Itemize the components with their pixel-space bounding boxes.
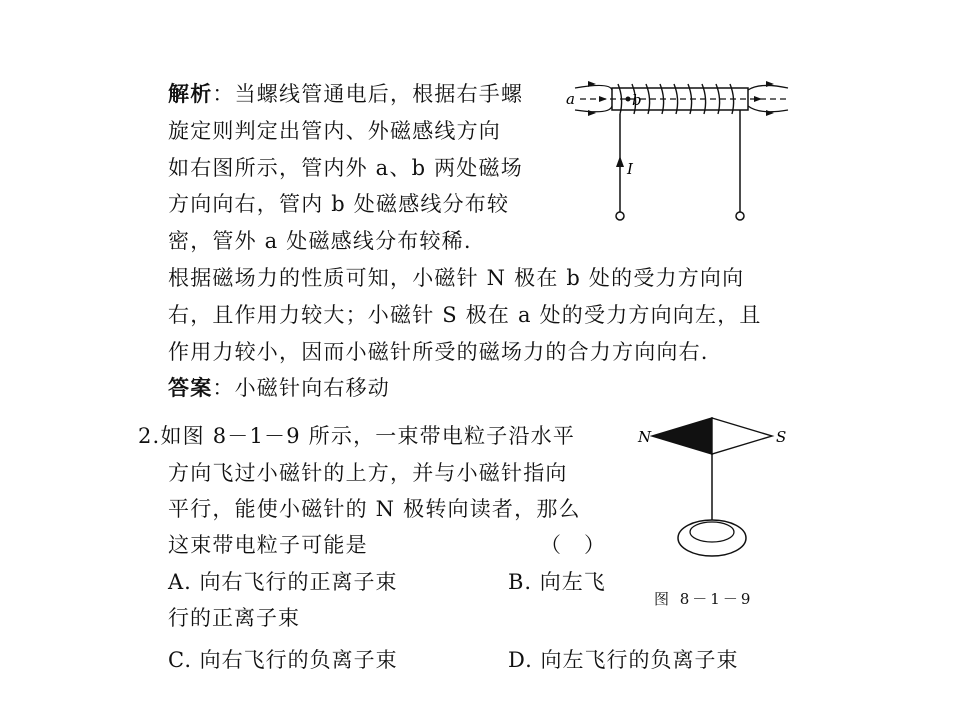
answer-blank: （ ） bbox=[540, 533, 606, 557]
analysis-line-7: 右，且作用力较大；小磁针 S 极在 a 处的受力方向向左，且 bbox=[168, 303, 762, 327]
option-c[interactable]: C. 向右飞行的负离子束 bbox=[168, 648, 398, 672]
question-text-1: 如图 8－1－9 所示，一束带电粒子沿水平 bbox=[160, 424, 576, 448]
analysis-line-1 bbox=[168, 79, 523, 109]
question-line-2: 方向飞过小磁针的上方，并与小磁针指向 bbox=[168, 461, 568, 485]
label-a: a bbox=[566, 90, 575, 108]
answer-label: 答案 bbox=[168, 375, 213, 400]
question-line-1 bbox=[138, 421, 575, 451]
compass-needle-figure bbox=[636, 412, 796, 572]
analysis-line-4: 方向向右，管内 b 处磁感线分布较 bbox=[168, 192, 510, 216]
answer-text: ：小磁针向右移动 bbox=[212, 376, 391, 400]
needle-south-half bbox=[712, 418, 772, 454]
option-a[interactable]: A. 向右飞行的正离子束 bbox=[168, 570, 398, 594]
option-b[interactable]: B. 向左飞 bbox=[508, 570, 606, 594]
label-n: N bbox=[638, 428, 652, 446]
analysis-line-5: 密，管外 a 处磁感线分布较稀. bbox=[168, 229, 472, 253]
label-s: S bbox=[776, 428, 787, 446]
analysis-line-8: 作用力较小，因而小磁针所受的磁场力的合力方向向右. bbox=[168, 340, 709, 364]
label-current: I bbox=[627, 160, 633, 178]
option-d[interactable]: D. 向左飞行的负离子束 bbox=[508, 648, 739, 672]
question-text-4: 这束带电粒子可能是 bbox=[168, 533, 368, 557]
analysis-line-3: 如右图所示，管内外 a、b 两处磁场 bbox=[168, 156, 523, 180]
answer-line bbox=[168, 373, 390, 403]
analysis-line-6: 根据磁场力的性质可知，小磁针 N 极在 b 处的受力方向向 bbox=[168, 266, 745, 290]
analysis-label: 解析 bbox=[168, 81, 213, 106]
option-b-continued[interactable]: 行的正离子束 bbox=[168, 606, 300, 630]
label-b: b bbox=[632, 91, 642, 109]
analysis-text-1: ：当螺线管通电后，根据右手螺 bbox=[212, 82, 524, 106]
needle-north-half bbox=[652, 418, 712, 454]
question-line-4 bbox=[168, 530, 368, 560]
analysis-line-2: 旋定则判定出管内、外磁感线方向 bbox=[168, 119, 501, 143]
question-number: 2. bbox=[138, 424, 161, 448]
question-line-3: 平行，能使小磁针的 N 极转向读者，那么 bbox=[168, 497, 581, 521]
solenoid-figure bbox=[560, 70, 790, 230]
figure-caption: 图 8－1－9 bbox=[654, 590, 754, 608]
